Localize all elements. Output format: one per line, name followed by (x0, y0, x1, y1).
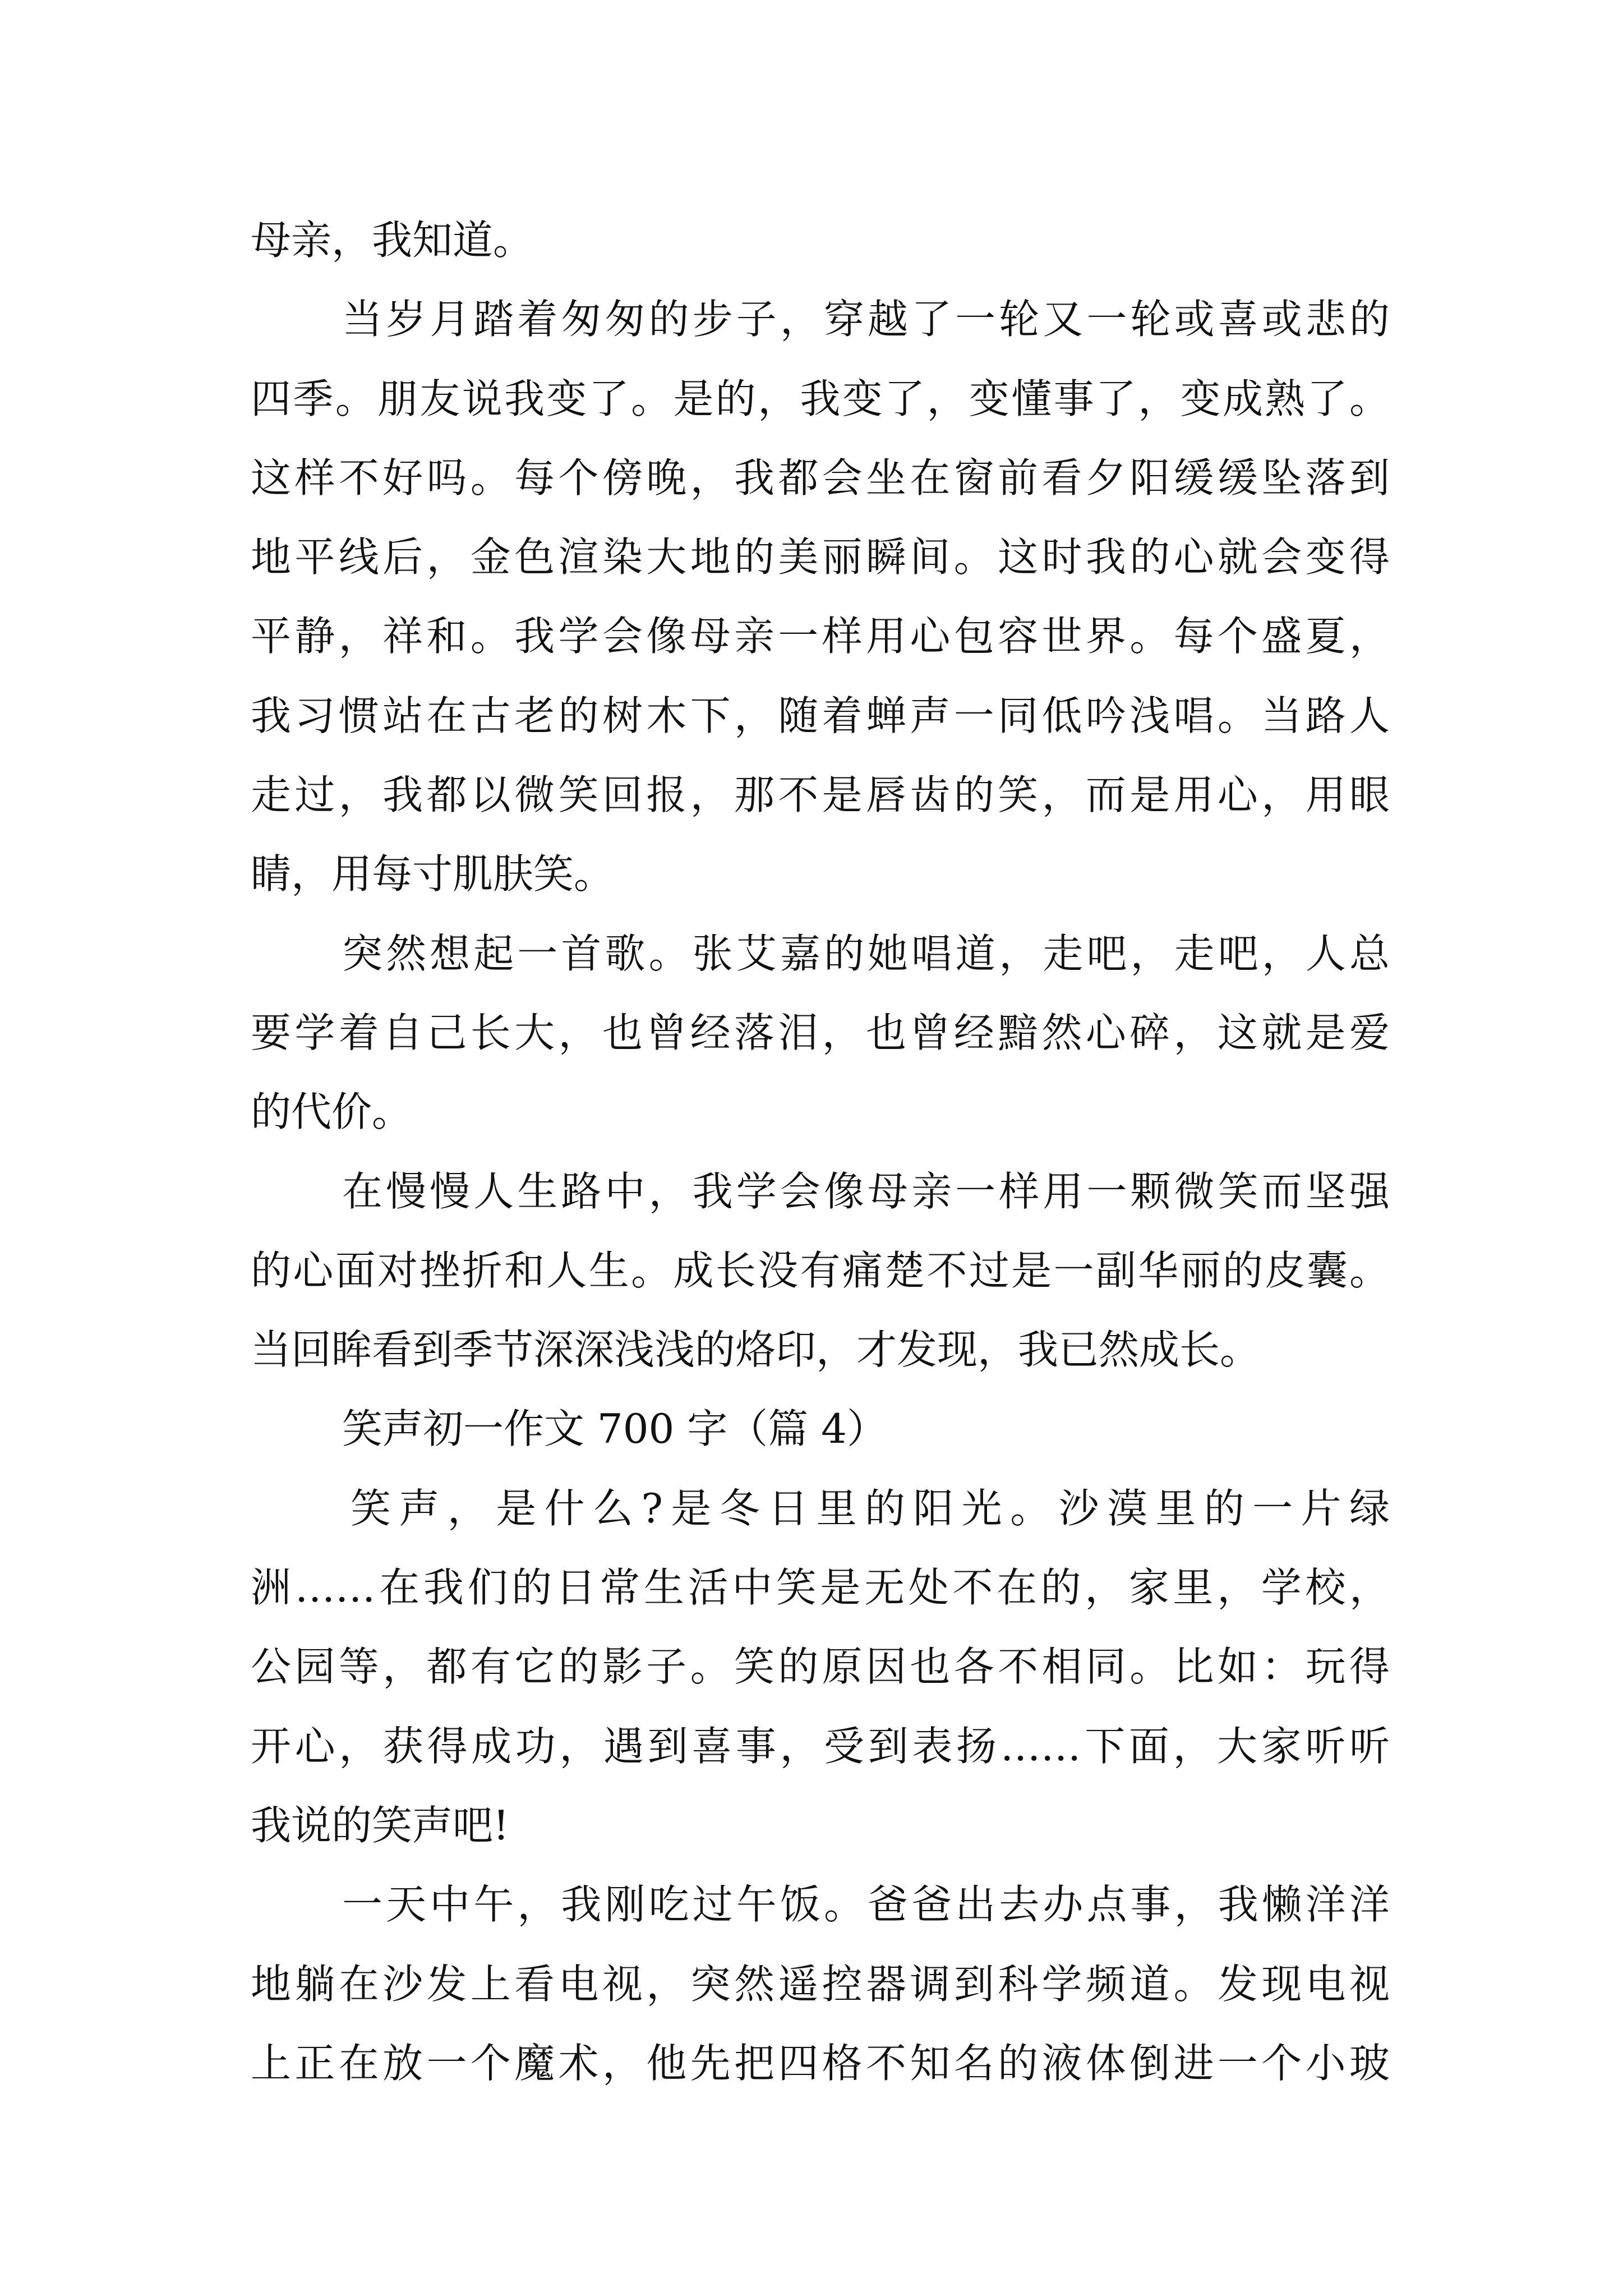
text-line: 走过，我都以微笑回报，那不是唇齿的笑，而是用心，用眼 (251, 771, 1390, 819)
text-line: 地躺在沙发上看电视，突然遥控器调到科学频道。发现电视 (251, 1960, 1390, 2008)
text-line: 开心，获得成功，遇到喜事，受到表扬……下面，大家听听 (251, 1722, 1390, 1770)
text-line: 的代价。 (251, 1088, 413, 1136)
body-text (251, 201, 1390, 2103)
text-line: 突然想起一首歌。张艾嘉的她唱道，走吧，走吧，人总 (342, 930, 1390, 977)
text-line: 平静，祥和。我学会像母亲一样用心包容世界。每个盛夏， (251, 613, 1390, 660)
text-line: 当回眸看到季节深深浅浅的烙印，才发现，我已然成长。 (251, 1326, 1261, 1374)
text-line: 我说的笑声吧! (251, 1801, 509, 1849)
text-line: 睛，用每寸肌肤笑。 (251, 850, 615, 898)
text-line: 一天中午，我刚吃过午饭。爸爸出去办点事，我懒洋洋 (342, 1881, 1390, 1929)
text-line: 四季。朋友说我变了。是的，我变了，变懂事了，变成熟了。 (251, 375, 1390, 422)
text-line: 在慢慢人生路中，我学会像母亲一样用一颗微笑而坚强 (342, 1167, 1390, 1215)
text-line: 母亲，我知道。 (251, 217, 534, 264)
text-line: 地平线后，金色渲染大地的美丽瞬间。这时我的心就会变得 (251, 533, 1390, 581)
text-line: 的心面对挫折和人生。成长没有痛楚不过是一副华丽的皮囊。 (251, 1246, 1390, 1294)
text-line: 上正在放一个魔术，他先把四格不知名的液体倒进一个小玻 (251, 2039, 1390, 2087)
text-line: 当岁月踏着匆匆的步子，穿越了一轮又一轮或喜或悲的 (342, 296, 1390, 343)
text-line: 公园等，都有它的影子。笑的原因也各不相同。比如：玩得 (251, 1643, 1390, 1691)
text-line: 要学着自己长大，也曾经落泪，也曾经黯然心碎，这就是爱 (251, 1009, 1390, 1056)
text-line: 这样不好吗。每个傍晚，我都会坐在窗前看夕阳缓缓坠落到 (251, 454, 1390, 501)
text-line: 洲……在我们的日常生活中笑是无处不在的，家里，学校， (251, 1564, 1390, 1612)
text-line: 笑声，是什么?是冬日里的阳光。沙漠里的一片绿 (351, 1484, 1390, 1532)
essay-title: 笑声初一作文 700 字（篇 4） (342, 1405, 887, 1453)
text-line: 我习惯站在古老的树木下，随着蝉声一同低吟浅唱。当路人 (251, 692, 1390, 739)
